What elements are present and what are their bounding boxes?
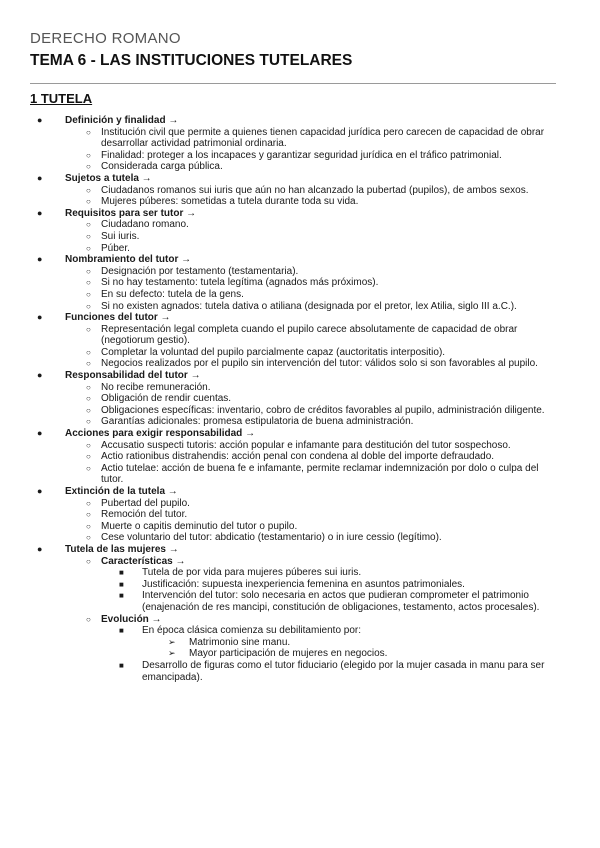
outline-item-level-2 — [65, 219, 548, 231]
filled-circle-bullet: ● — [37, 486, 43, 496]
item-text: Intervención del tutor: solo necesaria en actos que pudieran comprometer el patrimonio (enajenación de res mancipi, constitución de obligaciones, testamento, actos procesales). — [142, 590, 540, 613]
filled-circle-bullet: ● — [37, 370, 43, 381]
outline-item-level-2 — [65, 150, 548, 162]
item-text: Ciudadano romano. — [101, 219, 189, 231]
outline-item-level-2 — [65, 532, 548, 544]
filled-circle-bullet: ● — [37, 312, 43, 323]
outline-item-level-2 — [65, 382, 548, 394]
outline-item-level-2 — [65, 358, 548, 370]
item-label: Responsabilidad del tutor → — [65, 370, 201, 382]
item-text: Actio rationibus distrahendis: acción penal con condena al doble del importe defraudado. — [101, 451, 495, 463]
hollow-circle-bullet: ○ — [86, 394, 91, 404]
page-title: TEMA 6 - LAS INSTITUCIONES TUTELARES — [30, 52, 353, 69]
hollow-circle-bullet: ○ — [86, 127, 91, 137]
hollow-circle-bullet: ○ — [86, 324, 91, 334]
hollow-circle-bullet: ○ — [86, 301, 91, 311]
hollow-circle-bullet: ○ — [86, 440, 91, 450]
sublist-level-2 — [65, 440, 548, 486]
item-text: Tutela de por vida para mujeres púberes sui iuris. — [142, 567, 362, 579]
item-text: Accusatio suspecti tutoris: acción popular e infamante para destitución del tutor sospechoso. — [101, 439, 511, 451]
item-text: Sui iuris. — [101, 230, 140, 242]
outline-item-level-1 — [30, 115, 548, 173]
item-text: Obligación de rendir cuentas. — [101, 393, 232, 405]
item-text: Actio tutelae: acción de buena fe e infamante, permite reclamar indemnización por dolo o culpa del tutor. — [101, 462, 539, 486]
item-text: Si no hay testamento: tutela legítima (agnados más próximos). — [101, 277, 379, 289]
outline-item-level-2 — [65, 416, 548, 428]
item-label: Definición y finalidad → — [65, 115, 179, 126]
item-text: Desarrollo de figuras como el tutor fiduciario (elegido por la mujer casada in manu para ser emancipada). — [142, 659, 545, 683]
subject-heading: DERECHO ROMANO — [30, 30, 181, 47]
outline-item-level-2 — [65, 185, 548, 197]
item-label: Características → — [101, 555, 186, 567]
hollow-circle-bullet: ○ — [86, 185, 91, 195]
item-text: Considerada carga pública. — [101, 161, 223, 173]
outline-item-level-4 — [142, 648, 548, 660]
sublist-level-2 — [65, 266, 548, 312]
outline-item-level-3 — [101, 660, 548, 683]
outline-item-level-2 — [65, 556, 548, 614]
outline-item-level-1 — [30, 173, 548, 208]
item-text: Finalidad: proteger a los incapaces y garantizar seguridad jurídica en el tráfico patrimonial. — [101, 149, 502, 161]
outline-item-level-2 — [65, 393, 548, 405]
outline-item-level-2 — [65, 301, 548, 313]
outline-item-level-3 — [101, 567, 548, 579]
sublist-level-2 — [65, 556, 548, 684]
item-text: Mayor participación de mujeres en negocios. — [189, 648, 388, 660]
outline-item-level-2 — [65, 405, 548, 417]
item-text: Completar la voluntad del pupilo parcialmente capaz (auctoritatis interpositio). — [101, 346, 446, 358]
outline-item-level-3 — [101, 590, 548, 613]
outline-item-level-3 — [101, 625, 548, 660]
item-label: Evolución → — [101, 613, 162, 625]
hollow-circle-bullet: ○ — [86, 359, 91, 369]
sublist-level-2 — [65, 127, 548, 173]
hollow-circle-bullet: ○ — [86, 162, 91, 172]
sublist-level-2 — [65, 498, 548, 544]
item-text: Muerte o capitis deminutio del tutor o pupilo. — [101, 520, 298, 532]
arrow-bullet: ➢ — [168, 636, 176, 647]
outline-item-level-2 — [65, 347, 548, 359]
sublist-level-2 — [65, 382, 548, 428]
hollow-circle-bullet: ○ — [86, 533, 91, 543]
hollow-circle-bullet: ○ — [86, 243, 91, 253]
item-text: Obligaciones específicas: inventario, cobro de créditos favorables al pupilo, administración diligente. — [101, 404, 545, 416]
outline-item-level-2 — [65, 463, 548, 486]
item-label: Tutela de las mujeres → — [65, 543, 179, 555]
item-label: Nombramiento del tutor → — [65, 254, 192, 266]
outline-item-level-2 — [65, 266, 548, 278]
hollow-circle-bullet: ○ — [86, 382, 91, 392]
item-text: No recibe remuneración. — [101, 381, 211, 393]
item-label: Funciones del tutor → — [65, 312, 171, 324]
hollow-circle-bullet: ○ — [86, 231, 91, 241]
item-text: Representación legal completa cuando el pupilo carece absolutamente de capacidad de obrar (negotiorum gestio). — [101, 323, 518, 347]
square-bullet: ■ — [119, 568, 124, 578]
outline-item-level-2 — [65, 498, 548, 510]
item-text: Si no existen agnados: tutela dativa o atiliana (designada por el pretor, lex Atilia, siglo III a.C.). — [101, 300, 517, 312]
hollow-circle-bullet: ○ — [86, 220, 91, 230]
item-text: Cese voluntario del tutor: abdicatio (testamentario) o in iure cessio (legítimo). — [101, 532, 442, 544]
outline-list — [30, 115, 548, 683]
item-label: Requisitos para ser tutor → — [65, 207, 197, 219]
outline-item-level-3 — [101, 579, 548, 591]
square-bullet: ■ — [119, 591, 124, 601]
hollow-circle-bullet: ○ — [86, 614, 91, 624]
item-text: En época clásica comienza su debilitamiento por: — [142, 625, 362, 637]
outline-item-level-2 — [65, 277, 548, 289]
item-text: Púber. — [101, 242, 130, 254]
hollow-circle-bullet: ○ — [86, 150, 91, 160]
hollow-circle-bullet: ○ — [86, 498, 91, 508]
outline-item-level-2 — [65, 231, 548, 243]
item-text: Justificación: supuesta inexperiencia femenina en asuntos patrimoniales. — [142, 578, 465, 590]
filled-circle-bullet: ● — [37, 428, 43, 439]
filled-circle-bullet: ● — [37, 115, 43, 125]
square-bullet: ■ — [119, 660, 124, 670]
filled-circle-bullet: ● — [37, 543, 43, 554]
outline-item-level-2 — [65, 509, 548, 521]
outline-item-level-2 — [65, 451, 548, 463]
filled-circle-bullet: ● — [37, 207, 43, 218]
hollow-circle-bullet: ○ — [86, 289, 91, 299]
arrow-bullet: ➢ — [168, 648, 176, 659]
sublist-level-2 — [65, 185, 548, 208]
outline-item-level-1 — [30, 208, 548, 254]
outline-item-level-4 — [142, 637, 548, 649]
hollow-circle-bullet: ○ — [86, 521, 91, 531]
item-text: Institución civil que permite a quienes tienen capacidad jurídica pero carecen de capacidad de obrar desarrollar actividad patrimonial ordinaria. — [101, 126, 545, 150]
hollow-circle-bullet: ○ — [86, 417, 91, 427]
outline-item-level-2 — [65, 127, 548, 150]
outline-item-level-2 — [65, 289, 548, 301]
hollow-circle-bullet: ○ — [86, 463, 91, 473]
item-label: Acciones para exigir responsabilidad → — [65, 428, 256, 440]
outline-item-level-2 — [65, 196, 548, 208]
outline-item-level-1 — [30, 486, 548, 544]
hollow-circle-bullet: ○ — [86, 347, 91, 357]
outline-item-level-2 — [65, 324, 548, 347]
outline-item-level-1 — [30, 312, 548, 370]
hollow-circle-bullet: ○ — [86, 278, 91, 288]
sublist-level-3 — [101, 625, 548, 683]
sublist-level-3 — [101, 567, 548, 613]
item-text: Designación por testamento (testamentaria). — [101, 265, 299, 277]
outline-item-level-1 — [30, 544, 548, 683]
filled-circle-bullet: ● — [37, 254, 43, 265]
item-text: Pubertad del pupilo. — [101, 497, 190, 509]
outline-item-level-2 — [65, 243, 548, 255]
sublist-level-4 — [142, 637, 548, 660]
filled-circle-bullet: ● — [37, 172, 43, 183]
outline-item-level-1 — [30, 254, 548, 312]
header-divider — [30, 83, 556, 84]
item-text: Ciudadanos romanos sui iuris que aún no han alcanzado la pubertad (pupilos), de ambos sexos. — [101, 184, 529, 196]
item-text: Remoción del tutor. — [101, 509, 188, 521]
hollow-circle-bullet: ○ — [86, 266, 91, 276]
outline-item-level-2 — [65, 614, 548, 684]
hollow-circle-bullet: ○ — [86, 556, 91, 566]
square-bullet: ■ — [119, 626, 124, 636]
item-text: Garantías adicionales: promesa estipulatoria de buena administración. — [101, 416, 414, 428]
hollow-circle-bullet: ○ — [86, 452, 91, 462]
item-label: Sujetos a tutela → — [65, 172, 152, 184]
item-text: Negocios realizados por el pupilo sin intervención del tutor: válidos solo si son favorables al pupilo. — [101, 358, 538, 370]
outline-item-level-2 — [65, 161, 548, 173]
outline-item-level-2 — [65, 521, 548, 533]
sublist-level-2 — [65, 219, 548, 254]
outline-item-level-1 — [30, 428, 548, 486]
outline-item-level-1 — [30, 370, 548, 428]
sublist-level-2 — [65, 324, 548, 370]
square-bullet: ■ — [119, 579, 124, 589]
outline-item-level-2 — [65, 440, 548, 452]
hollow-circle-bullet: ○ — [86, 197, 91, 207]
hollow-circle-bullet: ○ — [86, 510, 91, 520]
item-text: En su defecto: tutela de la gens. — [101, 288, 244, 300]
hollow-circle-bullet: ○ — [86, 405, 91, 415]
section-heading: 1 TUTELA — [30, 91, 93, 106]
item-text: Mujeres púberes: sometidas a tutela durante toda su vida. — [101, 196, 359, 208]
item-text: Matrimonio sine manu. — [189, 636, 291, 648]
item-label: Extinción de la tutela → — [65, 486, 178, 497]
